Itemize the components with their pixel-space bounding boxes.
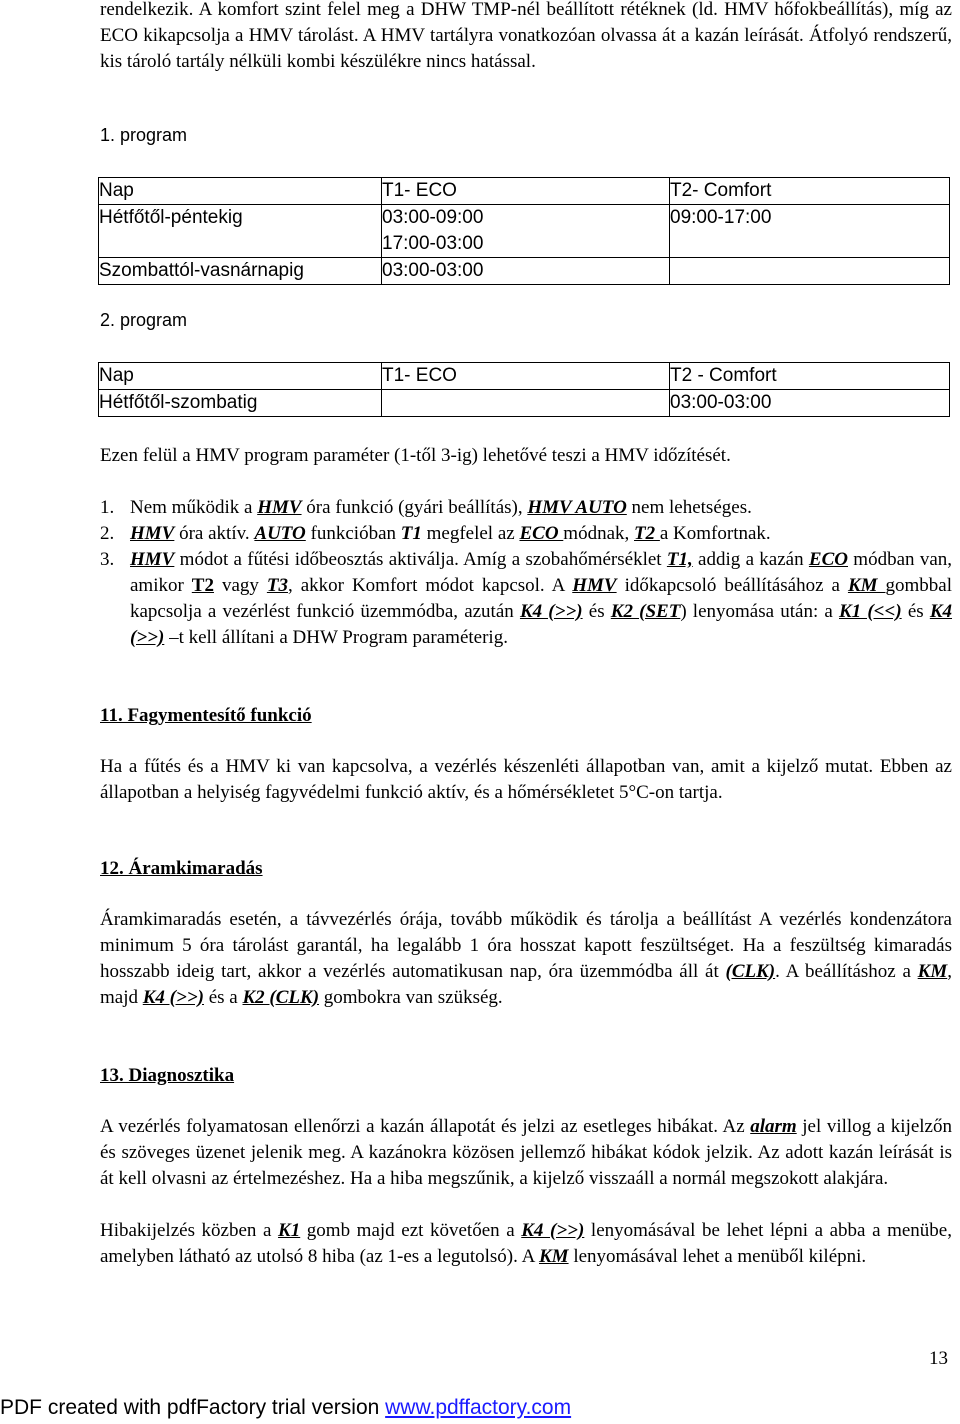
row-t1 — [382, 390, 670, 417]
row-t1 — [382, 205, 670, 258]
pdf-footer — [0, 1396, 571, 1420]
list-text: HMV óra aktív. AUTO funkcióban T1 megfelel az ECO módnak, T2 a Komfortnak. — [130, 523, 771, 544]
table-header-row — [99, 178, 950, 205]
row-t2 — [670, 258, 950, 285]
hmv-intro: Ezen felül a HMV program paraméter (1-től 3-ig) lehetővé teszi a HMV időzítését. — [100, 445, 731, 466]
section-11-title: 11. Fagymentesítő funkció — [100, 705, 312, 726]
header-t1: T1- ECO — [382, 178, 670, 205]
program-2-table — [98, 362, 950, 417]
table-row — [99, 390, 950, 417]
hmv-options-list — [100, 495, 952, 651]
list-number: 1. — [100, 497, 115, 518]
section-11-text: Ha a fűtés és a HMV ki van kapcsolva, a vezérlés készenléti állapotban van, amit a kijelző mutat. Ebben az állapotban a helyiség fagyvédelmi funkció aktív, és a hőmérsékletet 5°C-on tartja. — [100, 756, 952, 803]
list-item — [100, 495, 952, 521]
footer-link[interactable]: www.pdffactory.com — [385, 1396, 572, 1419]
row-t1-line: 17:00-03:00 — [382, 233, 484, 254]
footer-text: PDF created with pdfFactory trial version — [0, 1396, 386, 1419]
list-number: 3. — [100, 549, 115, 570]
table-row — [99, 205, 950, 258]
program-2-title: 2. program — [100, 310, 188, 330]
header-nap: Nap — [99, 178, 382, 205]
header-nap: Nap — [99, 363, 382, 390]
header-t2: T2- Comfort — [670, 178, 950, 205]
row-t2: 09:00-17:00 — [670, 205, 950, 258]
row-t2: 03:00-03:00 — [670, 390, 950, 417]
list-item — [100, 547, 952, 651]
program-1-title: 1. program — [100, 125, 188, 145]
section-12-text: Áramkimaradás esetén, a távvezérlés órája, tovább működik és tárolja a beállítást A vezérlés kondenzátora minimum 5 óra tárolást garantál, ha legalább 1 óra hosszat kapott feszültséget. Ha a feszültség kimaradás hosszabb ideig tart, akkor a vezérlés automatikusan nap, óra üzemmódba áll át (CLK). A beállításhoz a KM, majd K4 (>>) és a K2 (CLK) gombokra van szükség. — [100, 909, 952, 1008]
list-text: Nem működik a HMV óra funkció (gyári beállítás), HMV AUTO nem lehetséges. — [130, 497, 752, 518]
list-number: 2. — [100, 523, 115, 544]
section-13-title: 13. Diagnosztika — [100, 1065, 235, 1086]
row-day: Szombattól-vasnárnapig — [99, 258, 382, 285]
section-13-text-2: Hibakijelzés közben a K1 gomb majd ezt követően a K4 (>>) lenyomásával be lehet lépni a abba a menübe, amelyben látható az utolsó 8 hiba (az 1-es a legutolsó). A KM lenyomásával lehet a menüből kilépni. — [100, 1220, 952, 1267]
row-t1-line: 03:00-09:00 — [382, 207, 484, 228]
section-13-text: A vezérlés folyamatosan ellenőrzi a kazán állapotát és jelzi az esetleges hibákat. Az alarm jel villog a kijelzőn és szöveges üzenet jelenik meg. A kazánokra közösen jellemző hibákat kódok jelzik. Az adott kazán leírását is át kell olvasni az értelmezéshez. Ha a hiba megszűnik, a kijelző visszaáll a normál megszokott alakjára. — [100, 1116, 952, 1189]
row-day: Hétfőtől-szombatig — [99, 390, 382, 417]
header-t1: T1- ECO — [382, 363, 670, 390]
table-row — [99, 258, 950, 285]
table-header-row — [99, 363, 950, 390]
row-t1: 03:00-03:00 — [382, 258, 670, 285]
list-text: HMV módot a fűtési időbeosztás aktiválja. Amíg a szobahőmérséklet T1, addig a kazán ECO módban van, amikor T2 vagy T3, akkor Komfort módot kapcsol. A HMV időkapcsoló beállításához a KM gombbal kapcsolja a vezérlést funkció üzemmódba, azután K4 (>>) és K2 (SET) lenyomása után: a K1 (<<) és K4 (>>) –t kell állítani a DHW Program paraméterig. — [130, 549, 953, 648]
program-1-table — [98, 177, 950, 285]
header-t2: T2 - Comfort — [670, 363, 950, 390]
page-number: 13 — [929, 1348, 948, 1369]
intro-paragraph: rendelkezik. A komfort szint felel meg a DHW TMP-nél beállított rétéknek (ld. HMV hőfokbeállítás), míg az ECO kikapcsolja a HMV tárolást. A HMV tartályra vonatkozóan olvassa át a kazán leírását. Átfolyó rendszerű, kis tároló tartály nélküli kombi készülékre nincs hatással. — [100, 0, 952, 72]
row-day: Hétfőtől-péntekig — [99, 205, 382, 258]
list-item — [100, 521, 952, 547]
section-12-title: 12. Áramkimaradás — [100, 858, 263, 879]
